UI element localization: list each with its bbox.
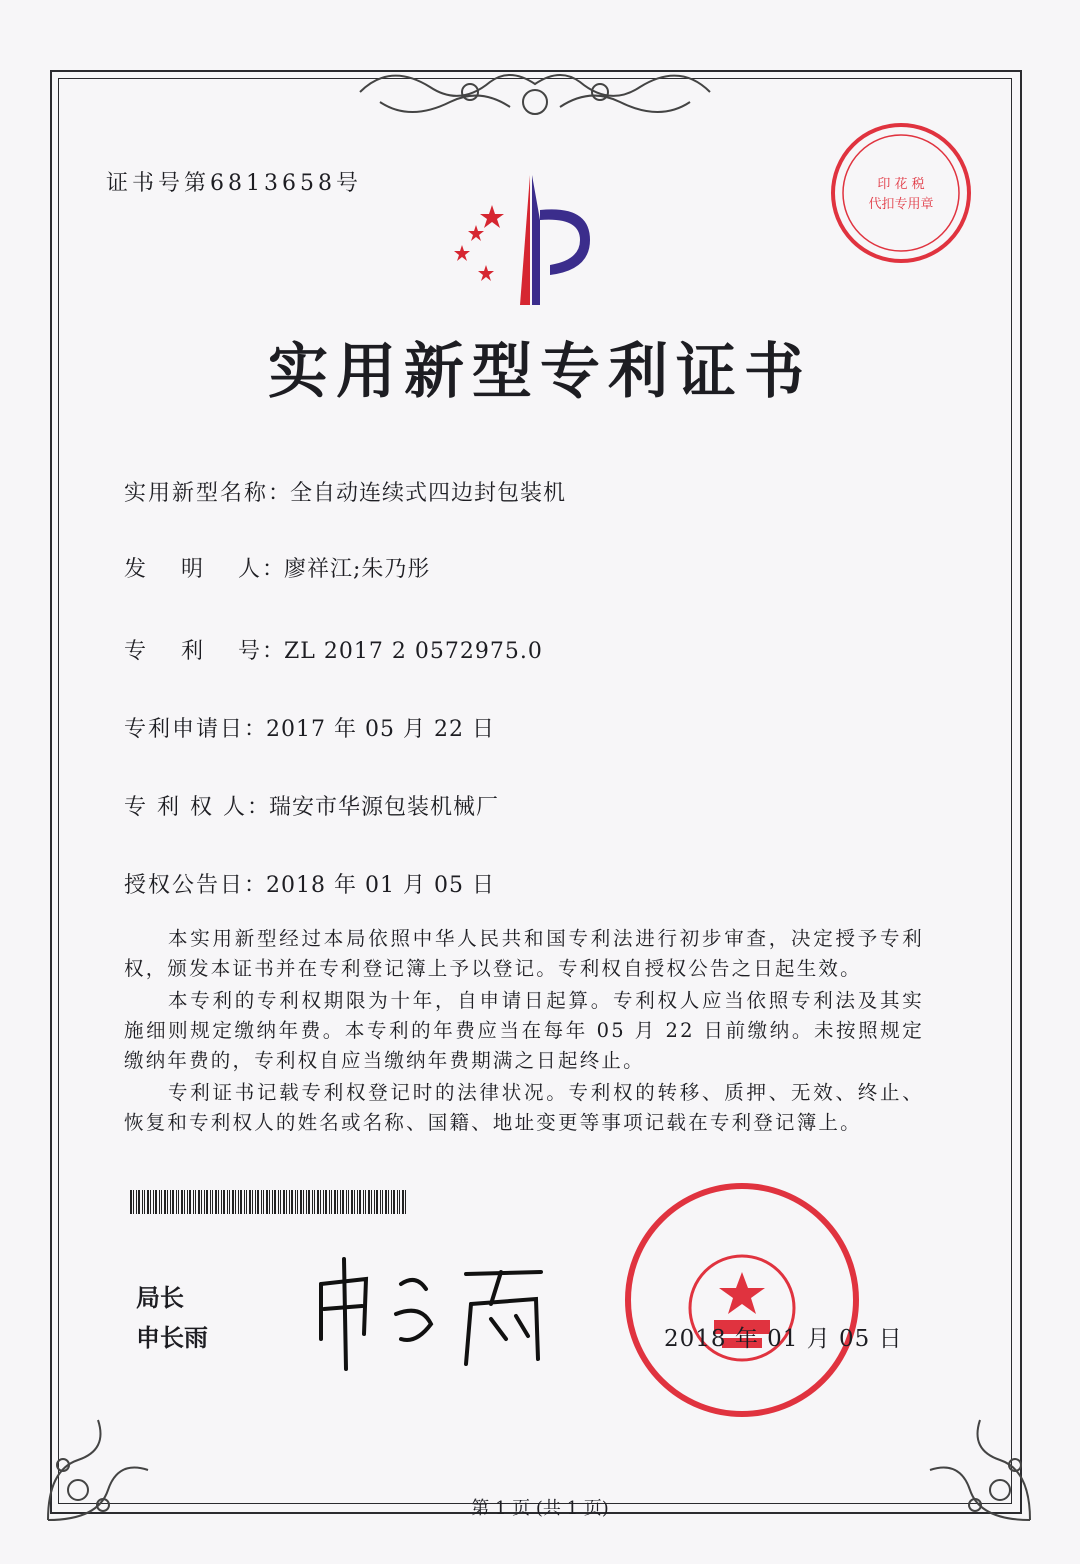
field-value: 2017 年 05 月 22 日 <box>266 717 495 742</box>
barcode-bar <box>150 1190 151 1214</box>
field-value: ZL 2017 2 0572975.0 <box>284 639 543 664</box>
barcode-bar <box>252 1190 253 1214</box>
field-colon: ： <box>244 873 267 898</box>
barcode-bar <box>246 1190 247 1214</box>
barcode-bar <box>229 1190 230 1214</box>
certificate-title: 实用新型专利证书 <box>268 337 812 407</box>
field-value: 全自动连续式四边封包装机 <box>290 481 567 506</box>
barcode-bar <box>215 1190 217 1214</box>
barcode-bar <box>263 1190 264 1214</box>
field-colon: ： <box>262 639 285 664</box>
barcode-bar <box>238 1190 239 1214</box>
barcode-bar <box>274 1190 276 1214</box>
barcode-bar <box>195 1190 196 1214</box>
barcode-bar <box>397 1190 398 1214</box>
svg-text:印 花 税: 印 花 税 <box>877 177 925 192</box>
barcode-bar <box>130 1190 132 1214</box>
barcode-bar <box>144 1190 145 1214</box>
barcode-bar <box>212 1190 213 1214</box>
barcode-bar <box>227 1190 228 1214</box>
field-utility-name <box>124 476 566 507</box>
barcode-bar <box>289 1190 290 1214</box>
page-number: 第 1 页 (共 1 页) <box>471 1498 609 1519</box>
barcode-bar <box>346 1190 347 1214</box>
barcode-bar <box>388 1190 389 1214</box>
barcode-bar <box>266 1190 268 1214</box>
barcode-bar <box>385 1190 387 1214</box>
field-label: 授权公告日 <box>124 873 245 898</box>
barcode-bar <box>138 1190 140 1214</box>
barcode-bar <box>176 1190 177 1214</box>
barcode-bar <box>295 1190 296 1214</box>
barcode-bar <box>371 1190 372 1214</box>
barcode-bar <box>402 1190 404 1214</box>
issue-date: 2018 年 01 月 05 日 <box>664 1326 903 1352</box>
svg-text:代扣专用章: 代扣专用章 <box>868 197 934 212</box>
field-value: 廖祥江;朱乃彤 <box>284 557 431 582</box>
barcode-bar <box>340 1190 341 1214</box>
barcode-bar <box>170 1190 171 1214</box>
barcode-bar <box>399 1190 400 1214</box>
barcode-bar <box>235 1190 236 1214</box>
barcode-bar <box>153 1190 154 1214</box>
barcode-bar <box>249 1190 251 1214</box>
field-label: 专利申请日 <box>124 717 245 742</box>
barcode-bar <box>380 1190 381 1214</box>
barcode-bar <box>365 1190 366 1214</box>
field-label: 专 利 号 <box>124 639 262 664</box>
barcode-bar <box>337 1190 338 1214</box>
barcode-bar <box>405 1190 406 1214</box>
barcode-bar <box>334 1190 336 1214</box>
barcode-bar <box>354 1190 355 1214</box>
barcode-bar <box>201 1190 202 1214</box>
field-label: 实用新型名称 <box>124 481 269 506</box>
barcode-bar <box>244 1190 245 1214</box>
barcode-bar <box>255 1190 256 1214</box>
field-colon: ： <box>246 795 269 820</box>
barcode-bar <box>187 1190 188 1214</box>
barcode-bar <box>348 1190 349 1214</box>
barcode-bar <box>308 1190 310 1214</box>
barcode-bar <box>374 1190 375 1214</box>
barcode-bar <box>155 1190 157 1214</box>
barcode-bar <box>329 1190 330 1214</box>
official-seal-icon <box>622 1180 862 1420</box>
barcode-bar <box>300 1190 302 1214</box>
barcode-bar <box>204 1190 205 1214</box>
barcode-bar <box>359 1190 361 1214</box>
barcode-bar <box>189 1190 191 1214</box>
barcode-bar <box>261 1190 262 1214</box>
barcode-bar <box>272 1190 273 1214</box>
director-title: 局长 <box>136 1284 184 1312</box>
barcode-bar <box>181 1190 183 1214</box>
barcode-bar <box>291 1190 293 1214</box>
barcode-bar <box>351 1190 353 1214</box>
field-colon: ： <box>244 717 267 742</box>
barcode-bar <box>312 1190 313 1214</box>
field-grant-date <box>124 868 495 899</box>
barcode-bar <box>178 1190 179 1214</box>
field-colon: ： <box>262 557 285 582</box>
barcode-bar <box>376 1190 378 1214</box>
barcode-bar <box>278 1190 279 1214</box>
certificate-number: 证书号第6813658号 <box>106 171 362 196</box>
barcode-bar <box>382 1190 383 1214</box>
cnipa-logo-icon <box>440 165 620 310</box>
director-name: 申长雨 <box>136 1324 208 1352</box>
barcode-icon <box>130 1190 410 1214</box>
barcode-bar <box>391 1190 392 1214</box>
barcode-bar <box>198 1190 200 1214</box>
barcode-bar <box>218 1190 219 1214</box>
barcode-bar <box>164 1190 166 1214</box>
barcode-bar <box>323 1190 324 1214</box>
barcode-bar <box>206 1190 208 1214</box>
barcode-bar <box>269 1190 270 1214</box>
barcode-bar <box>363 1190 364 1214</box>
barcode-bar <box>136 1190 137 1214</box>
barcode-bar <box>393 1190 395 1214</box>
barcode-bar <box>357 1190 358 1214</box>
barcode-bar <box>314 1190 315 1214</box>
barcode-bar <box>147 1190 149 1214</box>
top-ornament-icon <box>350 62 720 132</box>
body-paragraph: 本实用新型经过本局依照中华人民共和国专利法进行初步审查，决定授予专利权，颁发本证书并在专利登记簿上予以登记。专利权自授权公告之日起生效。 <box>124 927 924 980</box>
barcode-bar <box>172 1190 174 1214</box>
barcode-bar <box>317 1190 319 1214</box>
barcode-bar <box>368 1190 370 1214</box>
barcode-bar <box>280 1190 281 1214</box>
barcode-bar <box>184 1190 185 1214</box>
barcode-bar <box>320 1190 321 1214</box>
barcode-bar <box>133 1190 134 1214</box>
barcode-bar <box>159 1190 160 1214</box>
barcode-bar <box>257 1190 259 1214</box>
barcode-bar <box>221 1190 222 1214</box>
field-inventor <box>124 552 430 583</box>
barcode-bar <box>342 1190 344 1214</box>
barcode-bar <box>240 1190 242 1214</box>
barcode-bar <box>286 1190 287 1214</box>
field-value: 2018 年 01 月 05 日 <box>266 873 495 898</box>
field-label: 专 利 权 人 <box>124 795 247 820</box>
field-label: 发 明 人 <box>124 557 262 582</box>
field-application-date <box>124 712 495 743</box>
barcode-bar <box>303 1190 304 1214</box>
handwritten-signature <box>306 1244 556 1374</box>
barcode-bar <box>223 1190 225 1214</box>
barcode-bar <box>331 1190 332 1214</box>
field-value: 瑞安市华源包装机械厂 <box>269 795 500 820</box>
barcode-bar <box>210 1190 211 1214</box>
barcode-bar <box>306 1190 307 1214</box>
body-paragraph: 专利证书记载专利权登记时的法律状况。专利权的转移、质押、无效、终止、恢复和专利权人的姓名或名称、国籍、地址变更等事项记载在专利登记簿上。 <box>124 1081 924 1134</box>
field-colon: ： <box>268 481 291 506</box>
barcode-bar <box>142 1190 143 1214</box>
field-patentee <box>124 790 499 821</box>
barcode-bar <box>232 1190 234 1214</box>
field-patent-number <box>124 634 543 665</box>
barcode-bar <box>161 1190 162 1214</box>
body-paragraph: 本专利的专利权期限为十年，自申请日起算。专利权人应当依照专利法及其实施细则规定缴纳年费。本专利的年费应当在每年 05 月 22 日前缴纳。未按照规定缴纳年费的，专利权自应当缴纳年费期满之日起终止。 <box>124 989 924 1072</box>
barcode-bar <box>297 1190 298 1214</box>
barcode-bar <box>167 1190 168 1214</box>
tax-seal-icon <box>826 118 976 268</box>
barcode-bar <box>193 1190 194 1214</box>
barcode-bar <box>283 1190 285 1214</box>
barcode-bar <box>325 1190 327 1214</box>
